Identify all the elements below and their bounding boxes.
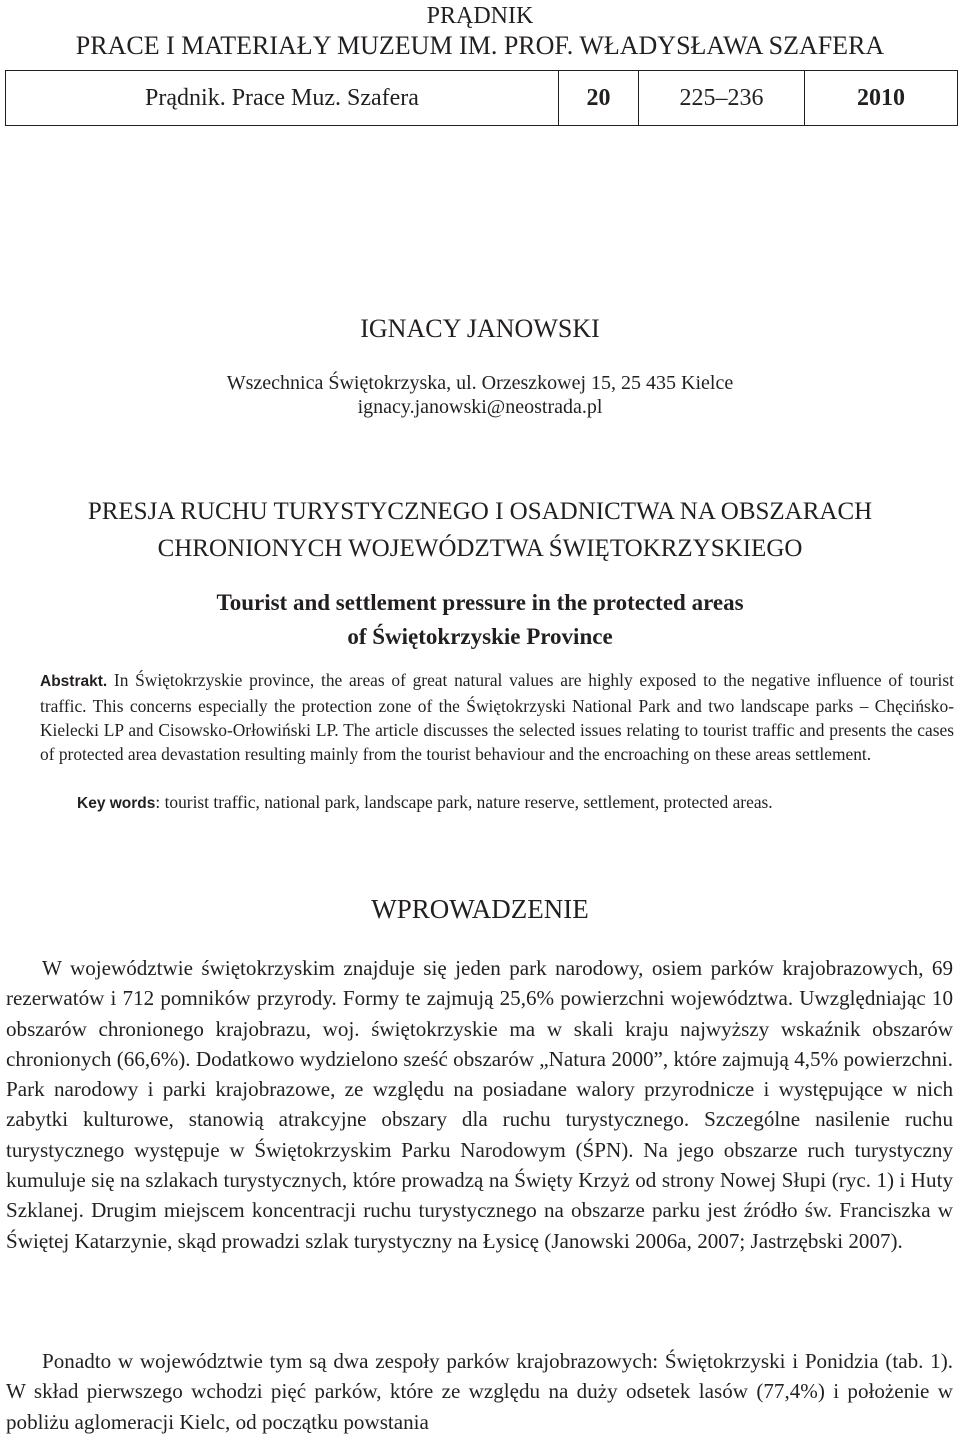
abstract-text: In Świętokrzyskie province, the areas of great natural values are highly exposed to the negative influence of tourist traffic. This concerns especially the protection zone of the Świętokrzyski National Park and two landscape parks – Chęcińsko-Kielecki LP and Cisowsko-Orłowiński LP. The article discusses the selected issues relating to tourist traffic and presents the cases of protected area devastation resulting mainly from the tourist behaviour and the encroaching on these areas settlement. [40, 670, 954, 764]
keywords-text: : tourist traffic, national park, landscape park, nature reserve, settlement, protected areas. [155, 792, 773, 812]
citation-year: 2010 [805, 71, 958, 126]
title-english [0, 586, 960, 654]
section-heading: WPROWADZENIE [371, 894, 589, 924]
title-polish [0, 493, 960, 567]
body-paragraph: Ponadto w województwie tym są dwa zespoły parków krajobrazowych: Świętokrzyski i Ponidzia (tab. 1). W skład pierwszego wchodzi pięć parków, które ze względu na duży odsetek lasów (77,4%) i położenie w pobliżu aglomeracji Kielc, od początku powstania [6, 1349, 953, 1434]
abstract [40, 668, 954, 766]
title-english-line-2: of Świętokrzyskie Province [347, 624, 613, 649]
title-english-line-1: Tourist and settlement pressure in the protected areas [216, 590, 744, 615]
journal-name: PRĄDNIK [426, 3, 534, 29]
author-name: IGNACY JANOWSKI [360, 314, 600, 343]
citation-table [5, 70, 958, 126]
author-email: ignacy.janowski@neostrada.pl [357, 396, 603, 418]
abstract-label: Abstrakt. [40, 673, 108, 690]
body-paragraph: W województwie świętokrzyskim znajduje się jeden park narodowy, osiem parków krajobrazowych, 69 rezerwatów i 712 pomników przyrody. Formy te zajmują 25,6% powierzchni województwa. Uwzględniając 10 obszarów chronionego krajobrazu, woj. świętokrzyskie ma w skali kraju najwyższy wskaźnik obszarów chronionych (66,6%). Dodatkowo wydzielono sześć obszarów „Natura 2000”, które zajmują 4,5% powierzchni. Park narodowy i parki krajobrazowe, ze względu na posiadane walory przyrodnicze i występujące w nich zabytki kulturowe, stanowią atrakcyjne obszary dla ruchu turystycznego. Szczególne nasilenie ruchu turystycznego występuje w Świętokrzyskim Parku Narodowym (ŚPN). Na jego obszarze ruch turystyczny kumuluje się na szlakach turystycznych, które prowadzą na Święty Krzyż od strony Nowej Słupi (ryc. 1) i Huty Szklanej. Drugim miejscem koncentracji ruchu turystycznego na obszarze parku jest źródło św. Franciszka w Świętej Katarzynie, skąd prowadzi szlak turystyczny na Łysicę (Janowski 2006a, 2007; Jastrzębski 2007). [6, 956, 953, 1253]
title-polish-line-1: PRESJA RUCHU TURYSTYCZNEGO I OSADNICTWA NA OBSZARACH [87, 498, 873, 525]
keywords-label: Key words [77, 795, 156, 812]
keywords [77, 790, 954, 816]
citation-pages: 225–236 [639, 71, 805, 126]
author-affiliation: Wszechnica Świętokrzyska, ul. Orzeszkowej 15, 25 435 Kielce [226, 372, 734, 394]
title-polish-line-2: CHRONIONYCH WOJEWÓDZTWA ŚWIĘTOKRZYSKIEGO [157, 535, 803, 562]
citation-row [6, 71, 958, 126]
citation-journal-short-title: Prądnik. Prace Muz. Szafera [6, 71, 559, 126]
journal-series: PRACE I MATERIAŁY MUZEUM IM. PROF. WŁADYSŁAWA SZAFERA [75, 31, 885, 60]
citation-volume: 20 [559, 71, 639, 126]
